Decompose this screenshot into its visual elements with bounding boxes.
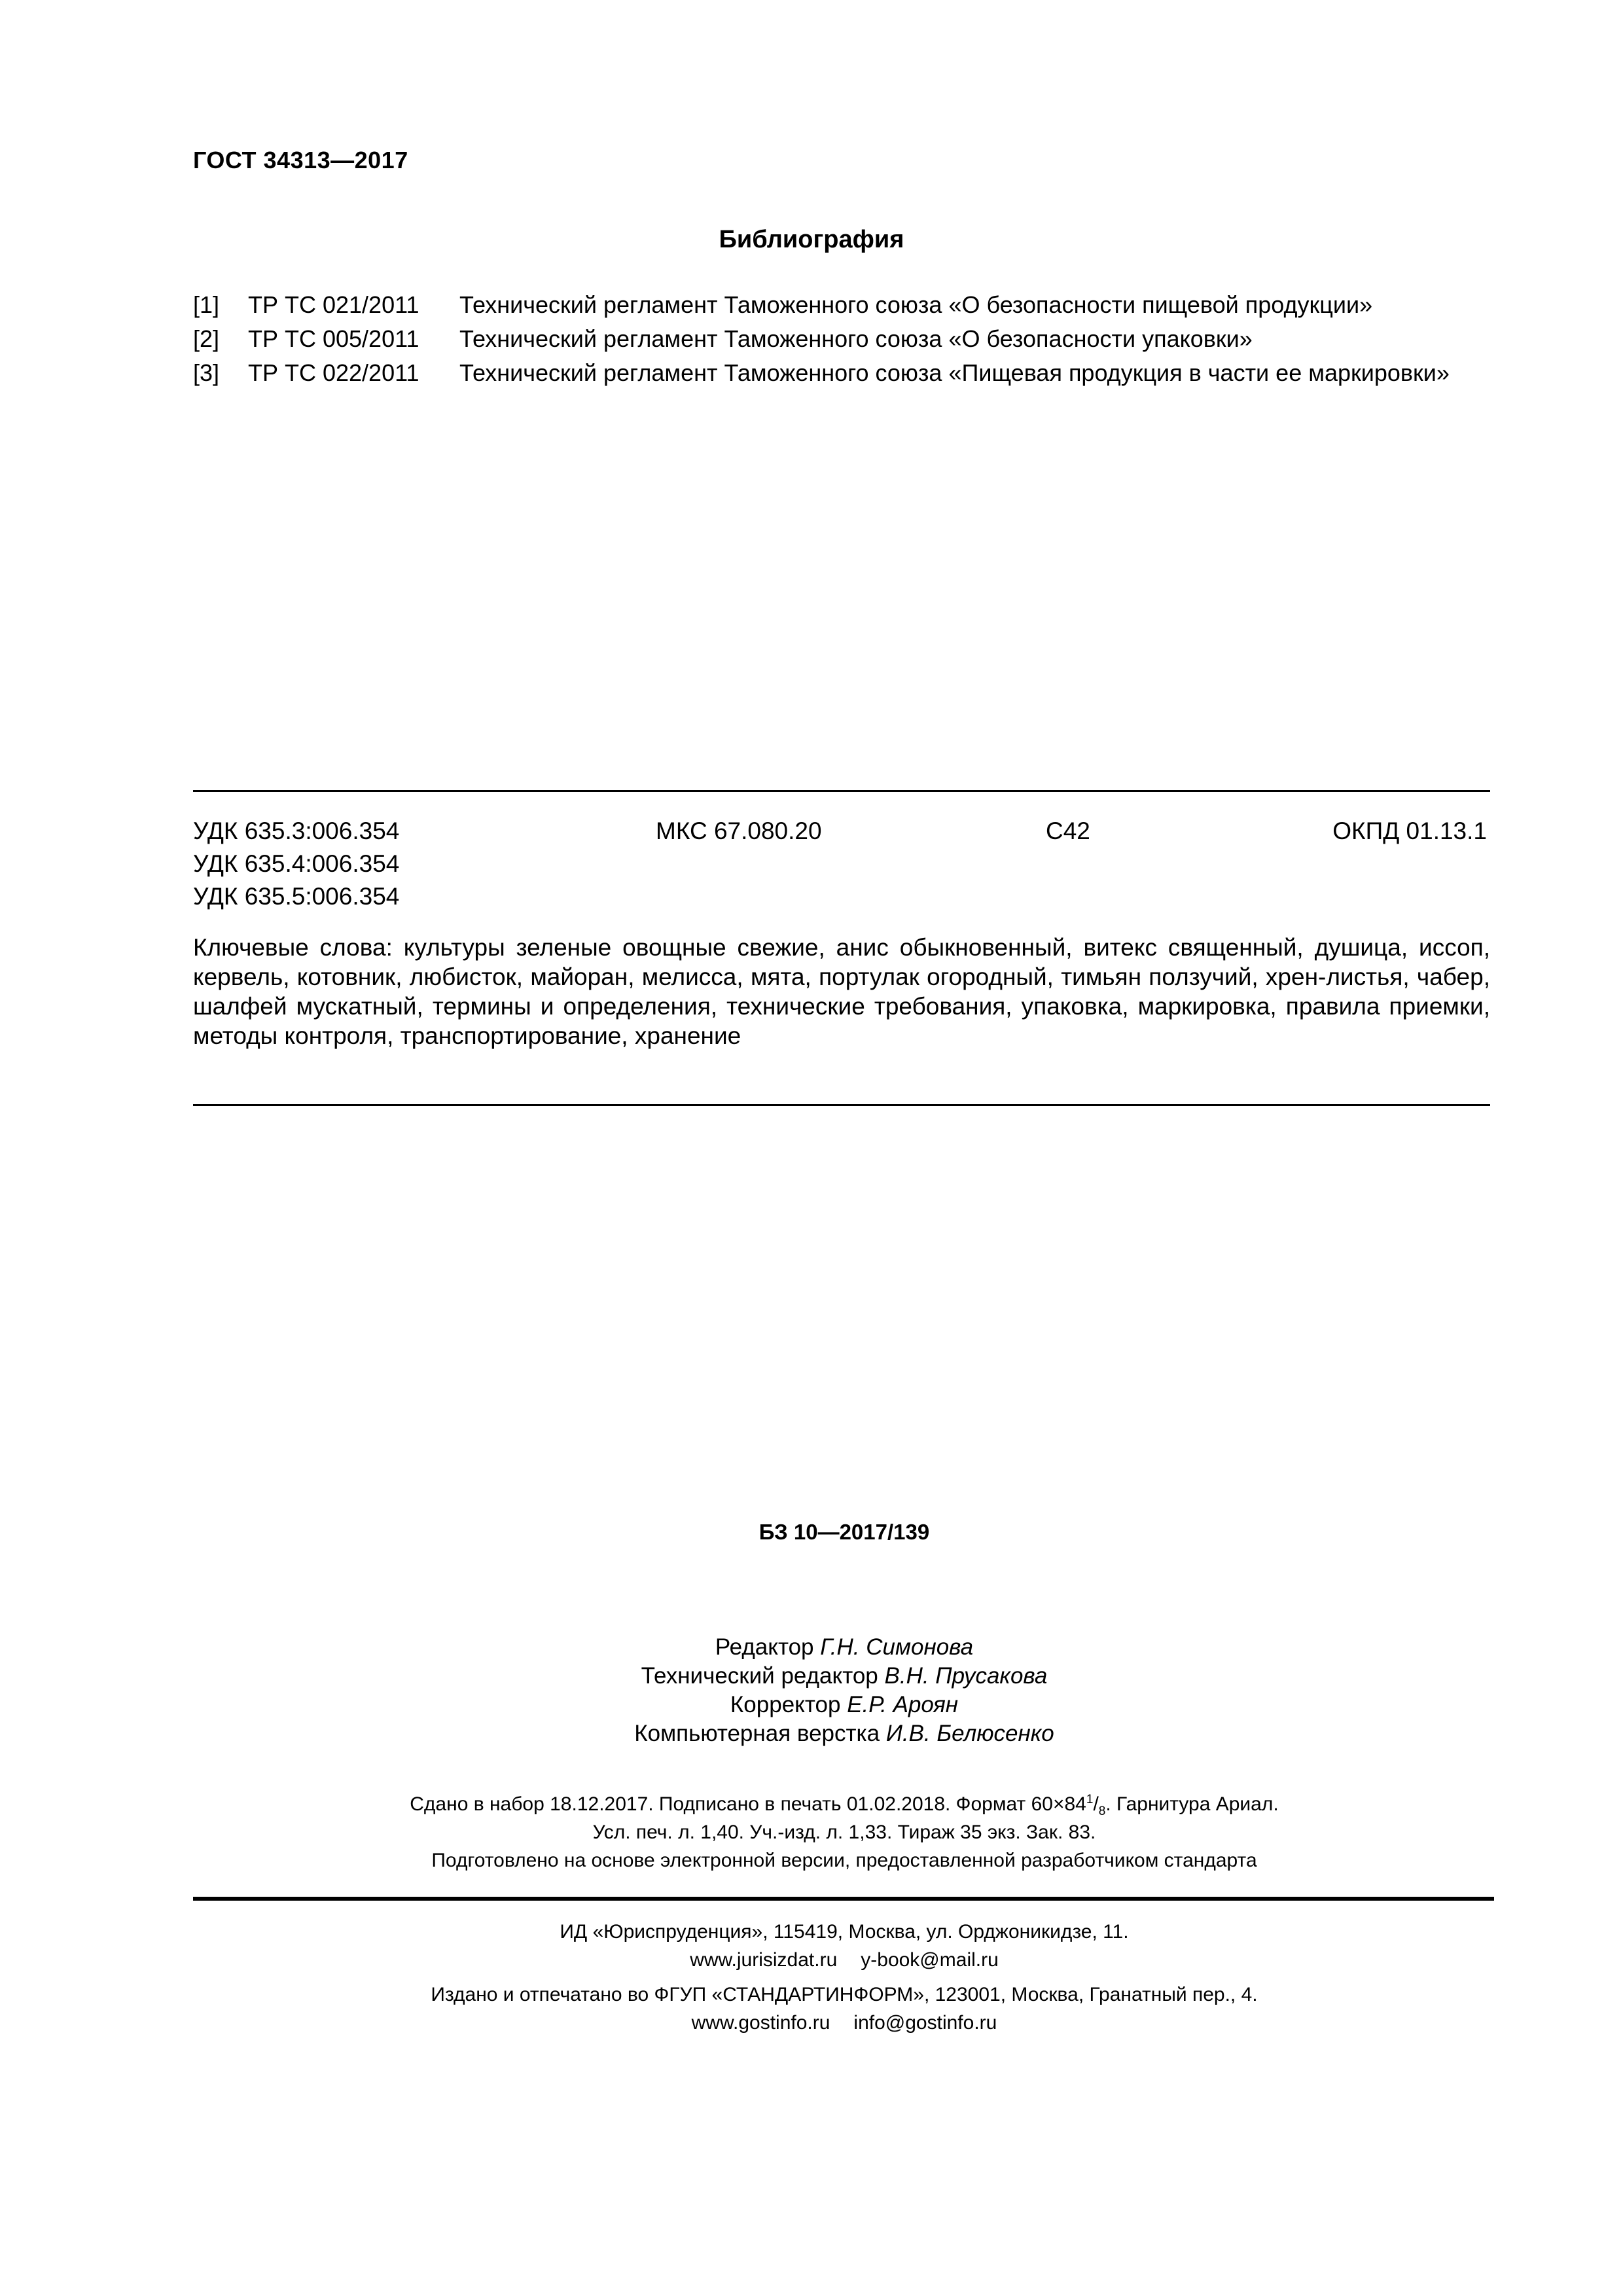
printer-block	[0, 1981, 1623, 2037]
bibliography-title: Библиография	[719, 226, 904, 253]
bibliography-item-code: ТР ТС 022/2011	[248, 359, 419, 386]
printer-contacts	[0, 2009, 1623, 2037]
publisher-address: ИД «Юриспруденция», 115419, Москва, ул. Орджоникидзе, 11.	[560, 1921, 1129, 1943]
keywords-paragraph: Ключевые слова: культуры зеленые овощные свежие, анис обыкновенный, витекс священный, душица, иссоп, кервель, котовник, любисток, майоран, мелисса, мята, портулак огородный, тимьян ползучий, хрен-листья, чабер, шалфей мускатный, термины и определения, технические требования, упаковка, маркировка, правила приемки, методы контроля, транспортирование, хранение	[193, 934, 1490, 1049]
bibliography-item-text: Технический регламент Таможенного союза «О безопасности упаковки»	[459, 325, 1253, 352]
bibliography-list	[193, 288, 1502, 390]
bibliography-item-text: Технический регламент Таможенного союза «Пищевая продукция в части ее маркировки»	[459, 359, 1450, 386]
okpd-code: ОКПД 01.13.1	[1332, 817, 1487, 844]
credit-name: Е.Р. Ароян	[847, 1692, 959, 1717]
credit-name: И.В. Белюсенко	[885, 1721, 1054, 1746]
top-divider	[193, 790, 1490, 792]
udk-code: УДК 635.3:006.354	[193, 817, 400, 844]
imprint-text: Сдано в набор 18.12.2017. Подписано в печать 01.02.2018. Формат 60×84	[410, 1793, 1086, 1815]
publisher-site: www.jurisizdat.ru	[690, 1949, 838, 1971]
section-code: С42	[1046, 817, 1090, 844]
publisher-email: y-book@mail.ru	[861, 1949, 999, 1971]
mks-code: МКС 67.080.20	[656, 817, 822, 844]
credit-name: В.Н. Прусакова	[884, 1663, 1048, 1689]
bibliography-item	[193, 322, 1502, 356]
format-slash: /	[1093, 1793, 1099, 1815]
bz-number: БЗ 10—2017/139	[758, 1520, 930, 1544]
format-denominator: 8	[1098, 1804, 1106, 1818]
imprint-block	[0, 1790, 1623, 1874]
publisher-block	[0, 1918, 1623, 1974]
bibliography-item-code: ТР ТС 005/2011	[248, 325, 419, 352]
printer-site: www.gostinfo.ru	[691, 2012, 830, 2034]
imprint-divider	[193, 1897, 1494, 1901]
imprint-text: . Гарнитура Ариал.	[1105, 1793, 1279, 1815]
bibliography-item-text: Технический регламент Таможенного союза «О безопасности пищевой продукции»	[459, 291, 1373, 318]
credit-line	[0, 1719, 1623, 1748]
bibliography-item-code: ТР ТС 021/2011	[248, 291, 419, 318]
credit-role: Компьютерная верстка	[634, 1721, 880, 1746]
imprint-line-2: Усл. печ. л. 1,40. Уч.-изд. л. 1,33. Тираж 35 экз. Зак. 83.	[592, 1821, 1096, 1843]
credit-line	[0, 1691, 1623, 1719]
credit-role: Корректор	[730, 1692, 841, 1717]
bibliography-item	[193, 356, 1502, 390]
credit-line	[0, 1633, 1623, 1662]
imprint-line-3: Подготовлено на основе электронной версии, предоставленной разработчиком стандарта	[431, 1850, 1257, 1871]
bibliography-item-number: [2]	[193, 325, 220, 352]
credit-role: Редактор	[715, 1634, 814, 1660]
publisher-contacts	[0, 1946, 1623, 1974]
imprint-line-1	[0, 1790, 1623, 1818]
credit-name: Г.Н. Симонова	[820, 1634, 974, 1660]
udk-codes	[193, 815, 399, 913]
udk-code: УДК 635.5:006.354	[193, 883, 400, 910]
bottom-divider	[193, 1104, 1490, 1106]
udk-code: УДК 635.4:006.354	[193, 850, 400, 877]
document-header: ГОСТ 34313—2017	[193, 147, 408, 173]
printer-email: info@gostinfo.ru	[853, 2012, 997, 2034]
bibliography-item	[193, 288, 1502, 322]
credit-role: Технический редактор	[641, 1663, 878, 1689]
bibliography-item-number: [1]	[193, 291, 220, 318]
printer-address: Издано и отпечатано во ФГУП «СТАНДАРТИНФОРМ», 123001, Москва, Гранатный пер., 4.	[431, 1984, 1258, 2005]
bibliography-item-number: [3]	[193, 359, 220, 386]
credit-line	[0, 1662, 1623, 1691]
format-numerator: 1	[1086, 1793, 1094, 1806]
credits-block	[0, 1633, 1623, 1748]
